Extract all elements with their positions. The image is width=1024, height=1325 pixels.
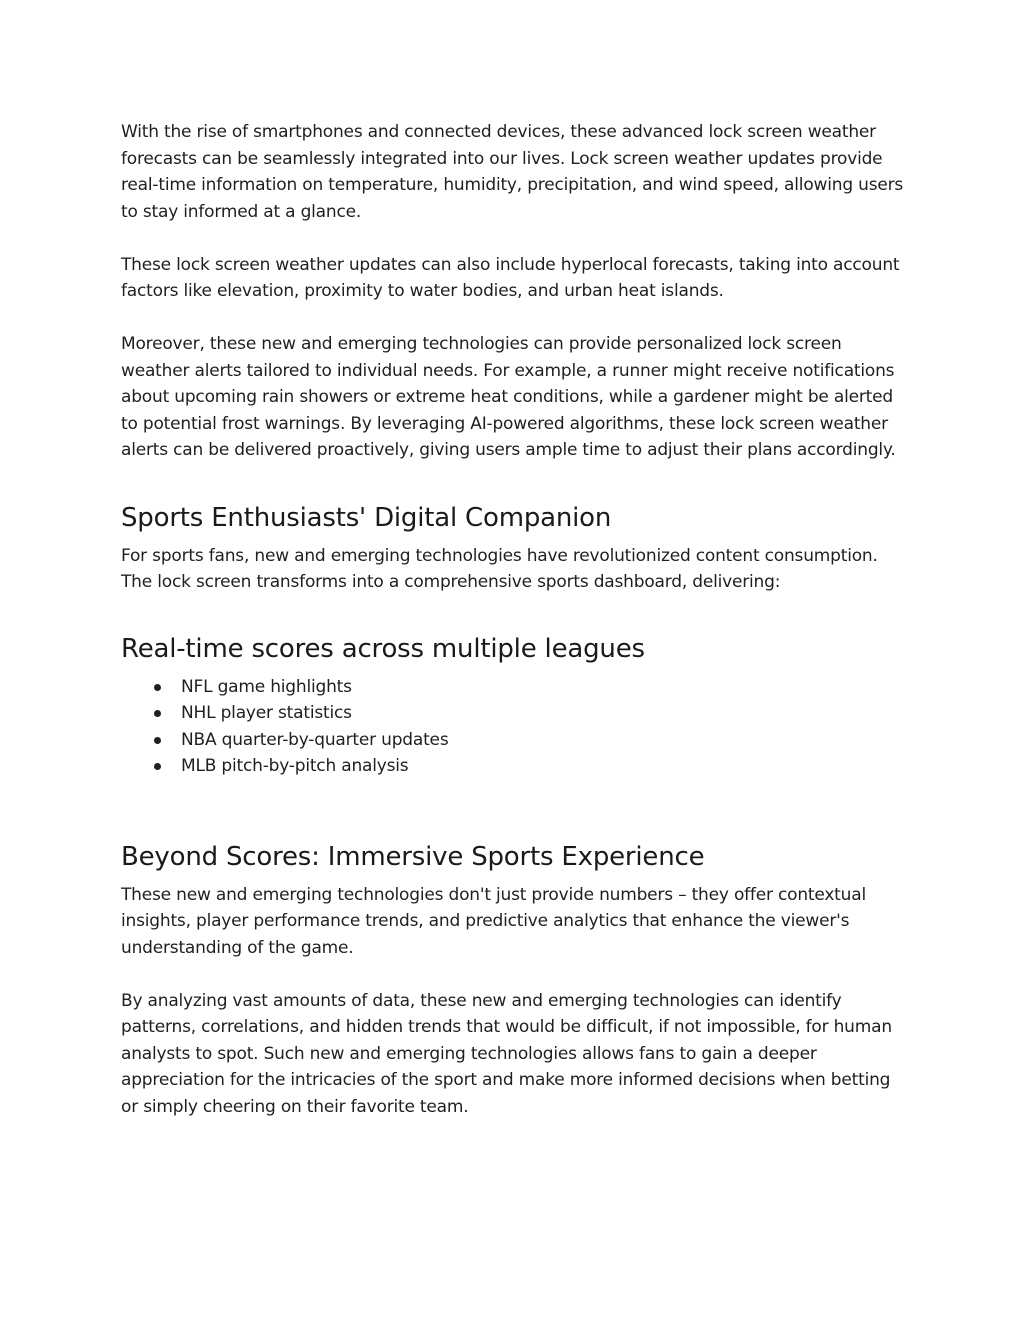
beyond-paragraph-2: By analyzing vast amounts of data, these new and emerging technologies can identify patterns, correlations, and hidden trends that would be difficult, if not impossible, for human analysts to spot. Such new and emerging technologies allows fans to gain a deeper appreciation for the intricacies of the sport and make more informed decisions when betting or simply cheering on their favorite team. xyxy=(121,990,892,1117)
beyond-section-heading: Beyond Scores: Immersive Sports Experience xyxy=(121,841,705,872)
bullet-icon xyxy=(154,737,161,744)
list-item xyxy=(121,727,911,754)
list-item-text: NFL game highlights xyxy=(181,676,352,697)
document-page xyxy=(121,119,911,1120)
sports-section-paragraph: For sports fans, new and emerging technologies have revolutionized content consumption. The lock screen transforms into a comprehensive sports dashboard, delivering: xyxy=(121,545,878,592)
bullet-icon xyxy=(154,710,161,717)
beyond-paragraph-1: These new and emerging technologies don't just provide numbers – they offer contextual insights, player performance trends, and predictive analytics that enhance the viewer's understanding of the game. xyxy=(121,884,866,958)
intro-paragraph-2: These lock screen weather updates can also include hyperlocal forecasts, taking into account factors like elevation, proximity to water bodies, and urban heat islands. xyxy=(121,254,900,301)
bullet-icon xyxy=(154,684,161,691)
list-item-text: NHL player statistics xyxy=(181,703,352,723)
list-item xyxy=(121,674,911,701)
intro-paragraph-3: Moreover, these new and emerging technologies can provide personalized lock screen weather alerts tailored to individual needs. For example, a runner might receive notifications about upcoming rain showers or extreme heat conditions, while a gardener might be alerted to potential frost warnings. By leveraging AI-powered algorithms, these lock screen weather alerts can be delivered proactively, giving users ample time to adjust their plans accordingly. xyxy=(121,334,896,460)
list-item-text: MLB pitch-by-pitch analysis xyxy=(181,756,409,776)
list-item xyxy=(121,753,911,780)
realtime-section-heading: Real-time scores across multiple leagues xyxy=(121,633,645,664)
leagues-bullet-list xyxy=(121,674,911,780)
list-item xyxy=(121,700,911,727)
list-item-text: NBA quarter-by-quarter updates xyxy=(181,729,449,750)
intro-paragraph-1: With the rise of smartphones and connected devices, these advanced lock screen weather forecasts can be seamlessly integrated into our lives. Lock screen weather updates provide real-time information on temperature, humidity, precipitation, and wind speed, allowing users to stay informed at a glance. xyxy=(121,122,904,222)
bullet-icon xyxy=(154,763,161,770)
sports-section-heading: Sports Enthusiasts' Digital Companion xyxy=(121,502,612,533)
